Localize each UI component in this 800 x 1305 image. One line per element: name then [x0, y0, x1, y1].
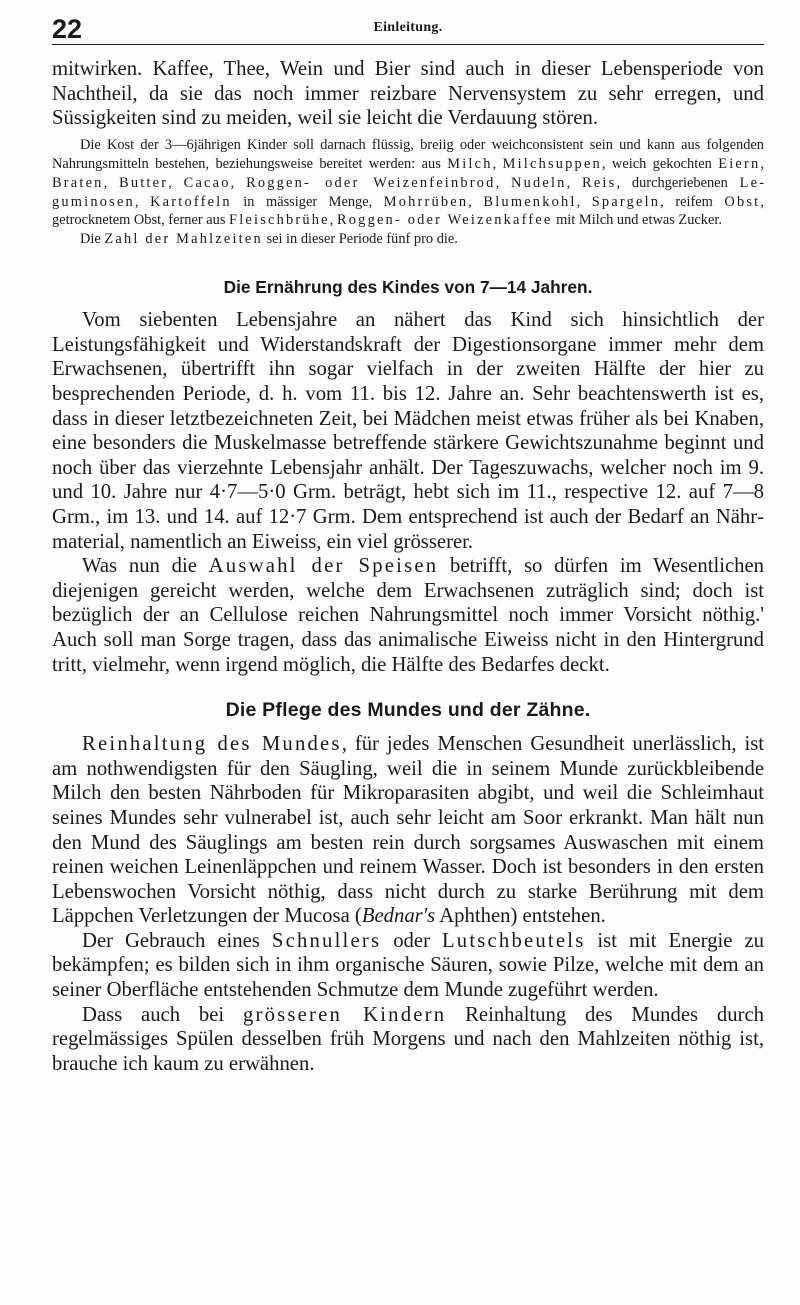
nutrition-paragraph-1: Vom siebenten Lebensjahre an nähert das Kind sich hinsichtlich der Leistungsfähigkeit und Widerstandskraft der Digestionsorgane immer mehr dem Erwachsenen, übertrifft ihn sogar vielfach in der zweiten Hälfte der hier zu besprechenden Periode, d. h. vom 11. bis 12. Jahre an. Sehr beachtenswerth ist es, dass in dieser letztbezeichneten Zeit, bei Mädchen meist etwas früher als bei Knaben, eine besonders die Muskelmasse betreffende stärkere Gewichtszunahme beginnt und noch über das vierzehnte Lebensjahr anhält. Der Tageszuwachs, welcher noch im 9. und 10. Jahre nur 4·7—5·0 Grm. beträgt, hebt sich im 11., respective 12. auf 7—8 Grm., im 13. und 14. auf 12·7 Grm. Dem entsprechend ist auch der Bedarf an Nährmaterial, namentlich an Eiweiss, ein viel grösserer. — [52, 309, 764, 553]
intro-paragraph: mitwirken. Kaffee, Thee, Wein und Bier sind auch in dieser Lebensperiode von Nachtheil, da sie das noch immer reizbare Nervensystem zu sehr erregen, und Süssigkeiten sind zu meiden, weil sie leicht die Verdauung stören. — [52, 58, 764, 130]
mouth-paragraph-3: Dass auch bei grösseren Kindern Reinhaltung des Mundes durch regelmässiges Spülen desselben früh Morgens und nach den Mahlzeiten nöthig ist, brauche ich kaum zu erwähnen. — [52, 1003, 764, 1075]
running-title: Einleitung. — [373, 20, 443, 35]
heading-nutrition-7-14: Die Ernährung des Kindes von 7—14 Jahren. — [223, 277, 593, 298]
diet-note-meals: Die Zahl der Mahlzeiten sei in dieser Periode fünf pro die. — [80, 231, 458, 248]
heading-mouth-teeth: Die Pflege des Mundes und der Zähne. — [225, 699, 591, 722]
page-number: 22 — [52, 14, 83, 44]
nutrition-paragraph-2: Was nun die Auswahl der Speisen betrifft, so dürfen im Wesentlichen diejenigen gereicht werden, welche dem Erwachsenen zuträglich sind; doch ist bezüglich der an Cellulose reichen Nahrungsmittel noch immer Vorsicht nöthig.' Auch soll man Sorge tragen, dass das animalische Eiweiss nicht in den Hintergrund tritt, vielmehr, wenn irgend möglich, die Hälfte des Bedarfes deckt. — [52, 555, 764, 676]
diet-note-foods: Die Kost der 3—6jährigen Kinder soll darnach flüssig, breiig oder weichconsistent sein und kann aus folgenden Nahrungsmitteln bestehen, beziehungsweise bereitet werden: aus Milch, Milchsuppen, weich gekochten Eiern, Braten, Butter, Cacao, Roggen- oder Weizenfeinbrod, Nudeln, Reis, durchgeriebenen Leguminosen, Kartoffeln in mässiger Menge, Mohrrüben, Blumenkohl, Spargeln, reifem Obst, getrocknetem Obst, ferner aus Fleischbrühe, Roggen- oder Weizenkaffee mit Milch und etwas Zucker. — [52, 136, 764, 229]
diet-note — [52, 136, 764, 249]
running-head — [52, 14, 764, 45]
mouth-paragraph-2: Der Gebrauch eines Schnullers oder Lutschbeutels ist mit Energie zu bekämpfen; es bilden sich in ihm organische Säuren, sowie Pilze, welche mit dem an seiner Oberfläche entstehenden Schmutze dem Munde zugeführt werden. — [52, 929, 764, 1002]
mouth-paragraph-1: Reinhaltung des Mundes, für jedes Menschen Gesundheit unerlässlich, ist am nothwendigsten für den Säugling, weil die in seinem Munde zurückbleibende Milch den besten Nährboden für Mikroparasiten abgibt, und weil die Schleimhaut seines Mundes sehr vulnerabel ist, auch sehr leicht am Soor erkrankt. Man hält nun den Mund des Säuglings am besten rein durch sorgsames Auswaschen mit einem reinen weichen Leinenläppchen und reinem Wasser. Doch ist besonders in den ersten Lebenswochen Vorsicht nöthig, dass nicht durch zu starke Berührung mit dem Läppchen Verletzungen der Mucosa (Bednar's Aphthen) entstehen. — [52, 733, 765, 928]
